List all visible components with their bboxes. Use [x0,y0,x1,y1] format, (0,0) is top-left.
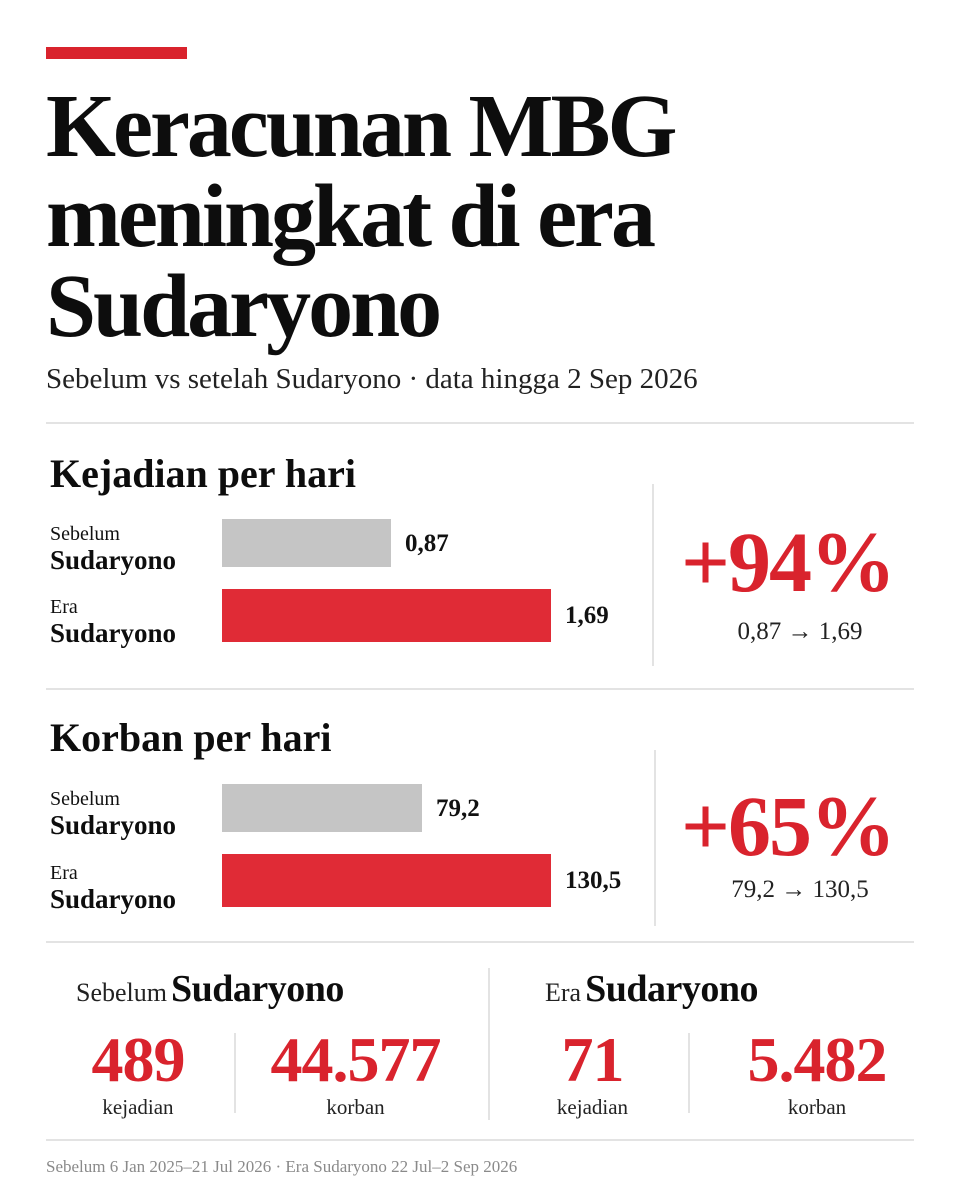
category-label-small: Sebelum [50,523,120,545]
vertical-divider [652,484,654,666]
stat-unit: korban [787,1095,847,1119]
category-label-small: Sebelum [50,788,120,810]
divider [46,422,914,424]
summary-before-prefix: Sebelum [76,978,167,1007]
category-label-before [50,788,176,840]
stat-unit: korban [326,1095,385,1119]
summary-before-name: Sudaryono [171,968,344,1010]
change-detail: 0,87 → 1,69 [737,618,863,645]
data-label-era: 130,5 [565,867,622,894]
accent-bar [46,47,187,59]
stat-before-korban [248,1024,463,1119]
category-label-era [50,862,176,914]
change-detail: 79,2 → 130,5 [731,876,869,903]
chart-title: Korban per hari [50,715,332,760]
summary-era-prefix: Era [545,978,582,1007]
vertical-divider [488,968,490,1120]
data-label-era: 1,69 [565,602,609,629]
change-percent: +94% [681,514,895,610]
title-line-2: meningkat di era [46,167,654,266]
stat-value: 489 [91,1024,185,1095]
footnote: Sebelum 6 Jan 2025–21 Jul 2026 · Era Sudaryono 22 Jul–2 Sep 2026 [46,1157,518,1176]
bar-before [222,784,422,832]
bar-era [222,589,551,642]
category-label-big: Sudaryono [50,884,177,914]
category-label-big: Sudaryono [50,618,177,648]
chart-title: Kejadian per hari [50,451,356,496]
summary-era-name: Sudaryono [585,968,758,1010]
subtitle: Sebelum vs setelah Sudaryono · data hingga 2 Sep 2026 [46,363,698,395]
stat-unit: kejadian [556,1095,629,1119]
stat-value: 71 [561,1024,624,1095]
data-label-before: 79,2 [436,795,480,822]
category-label-before [50,523,176,575]
stat-before-kejadian [58,1024,218,1119]
category-label-big: Sudaryono [50,810,177,840]
change-percent: +65% [681,778,895,874]
summary-era-heading [545,967,758,1011]
data-label-before: 0,87 [405,530,449,557]
divider [46,1139,914,1141]
vertical-divider [688,1033,690,1113]
category-label-big: Sudaryono [50,545,177,575]
bar-before [222,519,391,567]
stat-era-kejadian [520,1024,665,1119]
summary-before-heading [76,967,344,1011]
category-label-era [50,596,176,648]
divider [46,688,914,690]
page-title [46,77,906,356]
vertical-divider [234,1033,236,1113]
stat-era-korban [712,1024,922,1119]
title-line-1: Keracunan MBG [46,77,675,176]
bar-era [222,854,551,907]
stat-unit: kejadian [102,1095,174,1119]
stat-value: 44.577 [270,1024,441,1095]
stat-value: 5.482 [747,1024,887,1095]
title-line-3: Sudaryono [46,257,440,356]
category-label-small: Era [50,862,78,884]
category-label-small: Era [50,596,78,618]
vertical-divider [654,750,656,926]
divider [46,941,914,943]
